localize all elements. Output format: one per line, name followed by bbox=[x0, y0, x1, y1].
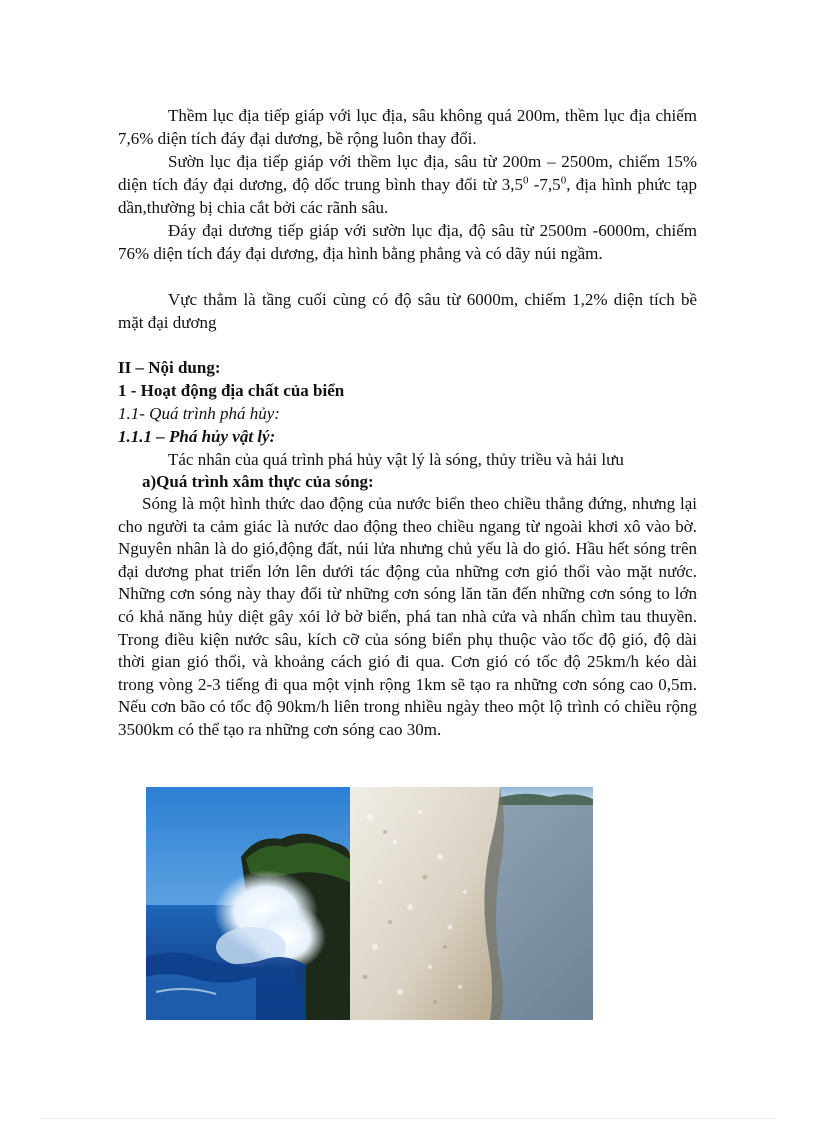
wave-beach-illustration bbox=[350, 787, 593, 1020]
degree-superscript-2: 0 bbox=[560, 174, 567, 187]
paragraph-continental-shelf: Thềm lục địa tiếp giáp với lục địa, sâu không quá 200m, thềm lục địa chiếm 7,6% diện tích đáy đại dương, bề rộng luôn thay đổi. bbox=[118, 106, 697, 148]
subheading-wave-erosion: a)Quá trình xâm thực của sóng: bbox=[142, 472, 374, 491]
paragraph-ocean-floor: Đáy đại dương tiếp giáp với sườn lục địa, độ sâu từ 2500m -6000m, chiếm 76% diện tích đáy đại dương, địa hình bằng phẳng và có dãy núi ngầm. bbox=[118, 221, 697, 263]
heading-destruction-process: 1.1- Quá trình phá hủy: bbox=[118, 404, 280, 423]
paragraph-abyss: Vực thẳm là tầng cuối cùng có độ sâu từ 6000m, chiếm 1,2% diện tích bề mặt đại dương bbox=[118, 290, 697, 332]
page-bottom-divider bbox=[40, 1118, 776, 1119]
slope-text-part-3: , địa hình phức tạp dần,thường bị chia cắt bởi các rãnh sâu. bbox=[118, 175, 698, 217]
photo-wave-beach bbox=[350, 787, 593, 1020]
slope-text-part-2: -7,5 bbox=[528, 175, 561, 194]
degree-superscript-1: 0 bbox=[523, 174, 529, 187]
photo-wave-cliff bbox=[146, 787, 350, 1020]
paragraph-continental-slope bbox=[118, 150, 697, 219]
heading-geological-activity: 1 - Hoạt động địa chất của biển bbox=[118, 381, 345, 400]
wave-cliff-illustration bbox=[146, 787, 350, 1020]
paragraph-agents: Tác nhân của quá trình phá hủy vật lý là sóng, thủy triều và hải lưu bbox=[168, 450, 624, 469]
heading-section-2: II – Nội dung: bbox=[118, 358, 221, 377]
slope-text-part-1: Sườn lục địa tiếp giáp với thềm lục địa, sâu từ 200m – 2500m, chiếm 15% diện tích đáy đại dương, độ dốc trung bình thay đổi từ 3,5 bbox=[118, 152, 697, 194]
paragraph-waves: Sóng là một hình thức dao động của nước biển theo chiều thẳng đứng, nhưng lại cho người ta cảm giác là nước dao động theo chiều ngang từ ngoài khơi xô vào bờ. Nguyên nhân là do gió,động đất, núi lửa nhưng chủ yếu là do gió. Hầu hết sóng trên đại dương phat triển lớn lên dưới tác động của những cơn gió thổi vào mặt nước. Những cơn sóng này thay đổi từ những cơn sóng lăn tăn đến những cơn sóng to lớn có khả năng hủy diệt gây xói lở bờ biển, phá tan nhà cửa và nhấn chìm tau thuyền. Trong điều kiện nước sâu, kích cỡ của sóng biển phụ thuộc vào tốc độ gió, độ dài thời gian gió thổi, và khoảng cách gió đi qua. Cơn gió có tốc độ 25km/h kéo dài trong vòng 2-3 tiếng đi qua một vịnh rộng 1km sẽ tạo ra những cơn sóng cao 0,5m. Nếu cơn bão có tốc độ 90km/h liên trong nhiều ngày theo một lộ trình có chiều rộng 3500km có thể tạo ra những cơn sóng cao 30m. bbox=[118, 494, 697, 739]
heading-physical-destruction: 1.1.1 – Phá hủy vật lý: bbox=[118, 427, 276, 446]
